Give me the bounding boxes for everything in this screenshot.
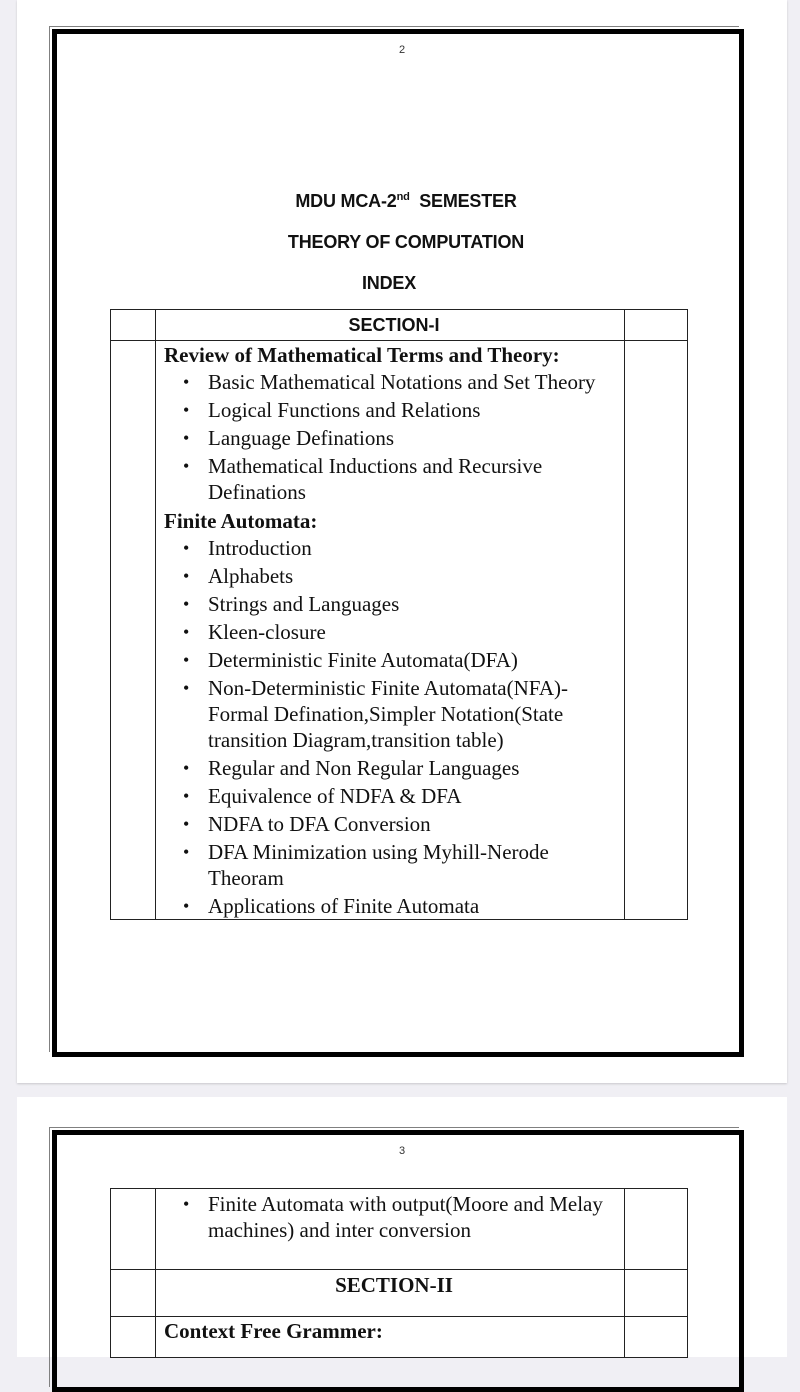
bullet-icon: • <box>183 1194 190 1214</box>
bullet-icon: • <box>183 594 190 614</box>
bullet-icon: • <box>183 650 190 670</box>
bullet-icon: • <box>183 758 190 778</box>
list-item: • Equivalence of NDFA & DFA <box>183 784 462 808</box>
list-item: • Finite Automata with output(Moore and Melay machines) and inter conversion <box>183 1192 603 1242</box>
list-item: • Logical Functions and Relations <box>183 398 481 422</box>
topic-items <box>164 535 624 919</box>
course-title: MDU MCA-2nd SEMESTER <box>295 191 517 211</box>
list-item: • Strings and Languages <box>183 592 400 616</box>
table-row <box>111 1189 688 1270</box>
list-item: • NDFA to DFA Conversion <box>183 812 431 836</box>
page-number: 2 <box>398 44 406 56</box>
bullet-icon: • <box>183 786 190 806</box>
section-heading: SECTION-II <box>335 1273 453 1297</box>
bullet-icon: • <box>183 842 190 862</box>
bullet-icon: • <box>183 372 190 392</box>
topic-items <box>164 369 624 505</box>
list-item: • Applications of Finite Automata <box>183 894 480 918</box>
table-row <box>111 1317 688 1358</box>
bullet-icon: • <box>183 400 190 420</box>
list-item: • Mathematical Inductions and Recursive Definations <box>183 454 543 504</box>
bullet-icon: • <box>183 622 190 642</box>
list-item: • Alphabets <box>183 564 294 588</box>
topic-title: Context Free Grammer: <box>164 1319 383 1343</box>
table-row <box>111 310 688 341</box>
bullet-icon: • <box>183 896 190 916</box>
list-item: • Deterministic Finite Automata(DFA) <box>183 648 518 672</box>
bullet-icon: • <box>183 428 190 448</box>
table-row <box>111 341 688 920</box>
bullet-icon: • <box>183 538 190 558</box>
topic-title: Finite Automata: <box>164 509 318 533</box>
list-item: • DFA Minimization using Myhill-Nerode Theoram <box>183 840 549 890</box>
document-page-2 <box>17 0 787 1083</box>
subject-title: THEORY OF COMPUTATION <box>287 232 525 252</box>
index-table <box>110 309 688 920</box>
topic-block <box>164 507 624 919</box>
list-item: • Regular and Non Regular Languages <box>183 756 520 780</box>
list-item: • Kleen-closure <box>183 620 326 644</box>
index-table-continued <box>110 1188 688 1358</box>
page-number: 3 <box>398 1145 406 1157</box>
topic-block <box>164 341 624 505</box>
topic-title: Review of Mathematical Terms and Theory: <box>164 343 560 367</box>
bullet-icon: • <box>183 566 190 586</box>
section-heading: SECTION-I <box>348 315 440 335</box>
topic-items <box>164 1189 624 1243</box>
list-item: • Introduction <box>183 536 312 560</box>
index-title: INDEX <box>361 273 416 293</box>
bullet-icon: • <box>183 814 190 834</box>
list-item: • Language Definations <box>183 426 395 450</box>
bullet-icon: • <box>183 678 190 698</box>
document-page-3 <box>17 1097 787 1357</box>
bullet-icon: • <box>183 456 190 476</box>
table-row <box>111 1270 688 1317</box>
list-item: • Basic Mathematical Notations and Set Theory <box>183 370 596 394</box>
list-item: • Non-Deterministic Finite Automata(NFA)-Formal Defination,Simpler Notation(State transition Diagram,transition table) <box>183 676 569 752</box>
